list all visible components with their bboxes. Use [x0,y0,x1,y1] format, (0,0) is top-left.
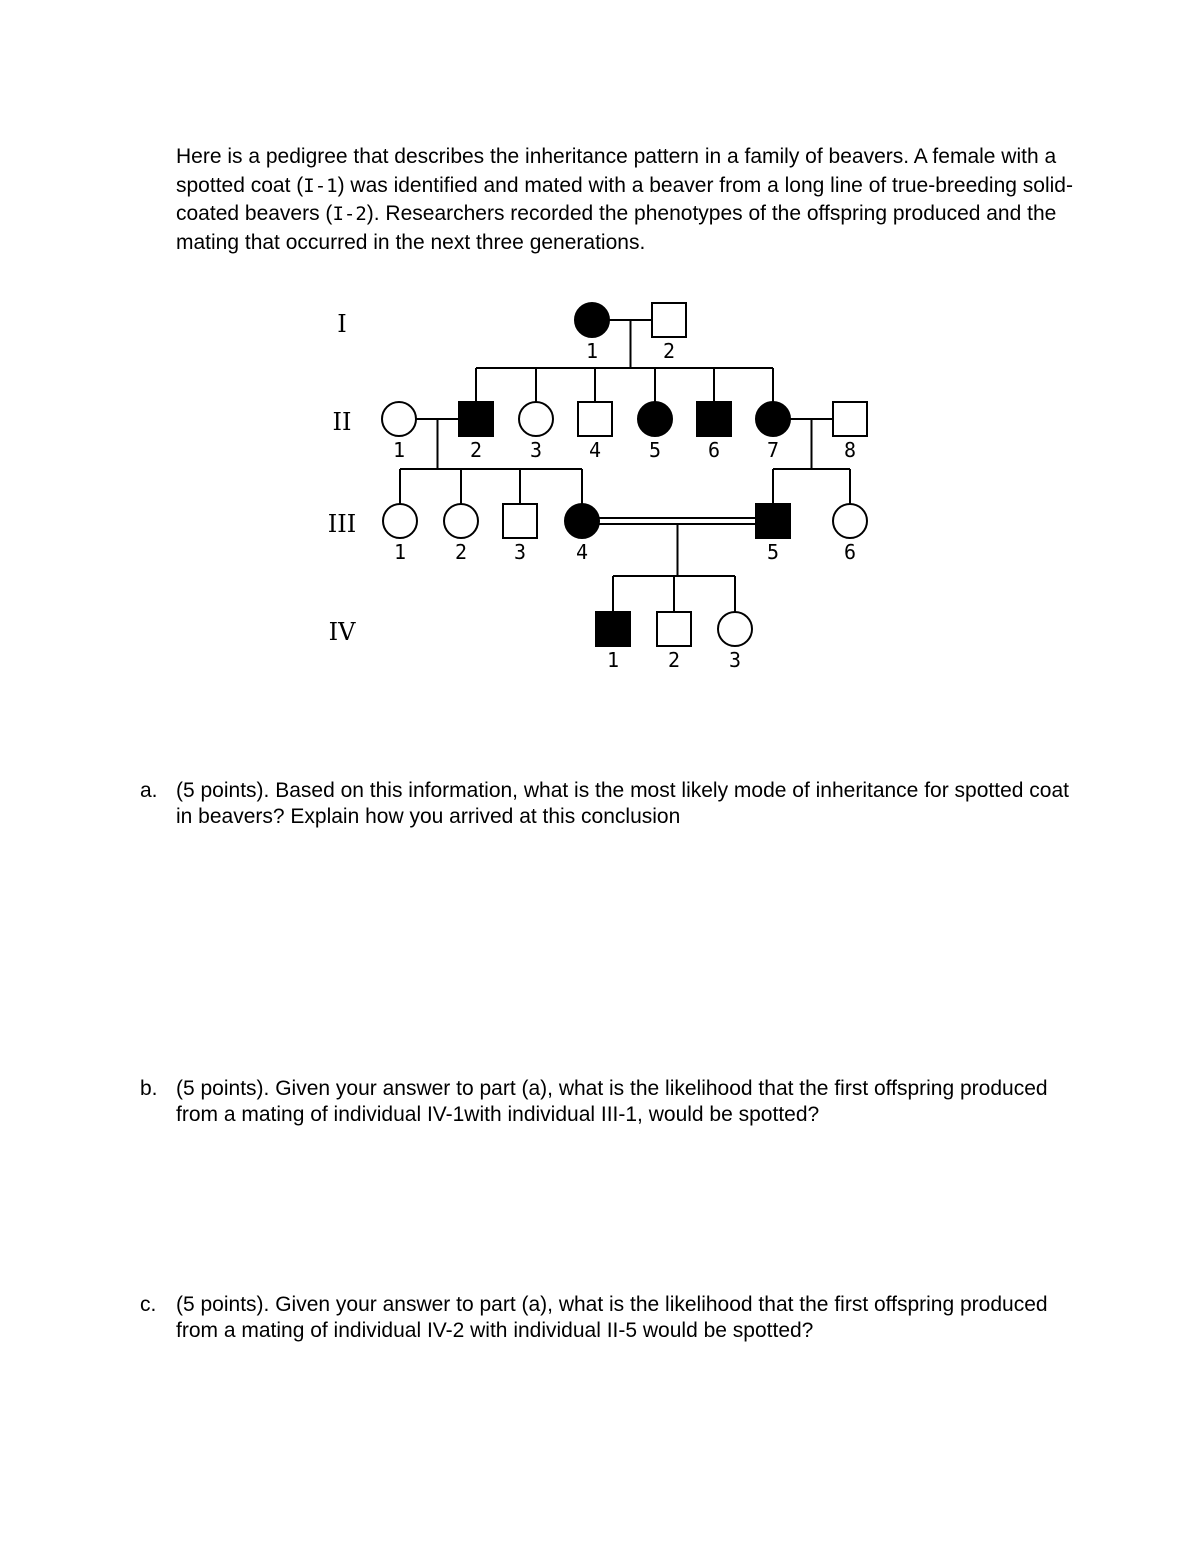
individual-ii-5 [638,402,672,436]
individual-i-1 [575,303,609,337]
individual-iii-6-number: 6 [843,540,857,564]
generation-label-I: I [337,310,347,338]
individual-ii-4-number: 4 [588,438,602,462]
individual-ii-8-number: 8 [843,438,857,462]
individual-iii-5-number: 5 [766,540,780,564]
individual-ii-3-number: 3 [529,438,543,462]
individual-i-1-number: 1 [585,339,599,363]
individual-iii-6 [833,504,867,538]
individual-iv-1-number: 1 [606,648,620,672]
question-b-letter: b. [140,1077,158,1100]
question-a-text: (5 points). Based on this information, what is the most likely mode of inheritance for spotted coat in beavers? Explain how you arrived at this conclusion [176,779,1069,828]
individual-iv-3-number: 3 [728,648,742,672]
individual-iii-2-number: 2 [454,540,468,564]
question-b [140,1076,1070,1128]
individual-iv-3 [718,612,752,646]
individual-iii-1-number: 1 [393,540,407,564]
generation-label-III: III [327,510,357,538]
individual-ii-8 [833,402,867,436]
intro-ref-1: I-1 [303,174,338,197]
question-c [140,1292,1070,1344]
intro-text-3: ). Researchers recorded the phenotypes of the offspring produced and the mating that occurred in the next three generations. [176,202,1057,254]
individual-ii-2 [459,402,493,436]
intro-text-2: ) was identified and mated with a beaver from a long line of true-breeding solid-coated beavers ( [176,173,1073,225]
individual-iii-4-number: 4 [575,540,589,564]
individual-iii-3-number: 3 [513,540,527,564]
individual-iv-1 [596,612,630,646]
question-c-letter: c. [140,1293,157,1316]
generation-label-IV: IV [328,618,356,646]
individual-ii-7-number: 7 [766,438,780,462]
individual-ii-3 [519,402,553,436]
individual-ii-1-number: 1 [392,438,406,462]
individual-ii-4 [578,402,612,436]
question-a-letter: a. [140,779,158,802]
individual-iii-2 [444,504,478,538]
individual-iii-1 [383,504,417,538]
individual-iv-2 [657,612,691,646]
individual-ii-1 [382,402,416,436]
individual-iii-4 [565,504,599,538]
question-b-text: (5 points). Given your answer to part (a), what is the likelihood that the first offspring produced from a mating of individual IV-1with individual III-1, would be spotted? [176,1077,1048,1126]
intro-text-1: Here is a pedigree that describes the inheritance pattern in a family of beavers. A female with a spotted coat ( [176,145,1057,197]
generation-label-II: II [332,408,352,436]
individual-iii-5 [756,504,790,538]
individual-iii-3 [503,504,537,538]
individual-i-2-number: 2 [662,339,676,363]
individual-iv-2-number: 2 [667,648,681,672]
individual-ii-6-number: 6 [707,438,721,462]
question-a [140,778,1070,830]
individual-ii-2-number: 2 [469,438,483,462]
individual-ii-5-number: 5 [648,438,662,462]
pedigree-chart [0,0,1200,700]
individual-ii-7 [756,402,790,436]
individual-i-2 [652,303,686,337]
intro-ref-2: I-2 [332,203,367,225]
question-c-text: (5 points). Given your answer to part (a), what is the likelihood that the first offspring produced from a mating of individual IV-2 with individual II-5 would be spotted? [176,1293,1048,1342]
individual-ii-6 [697,402,731,436]
